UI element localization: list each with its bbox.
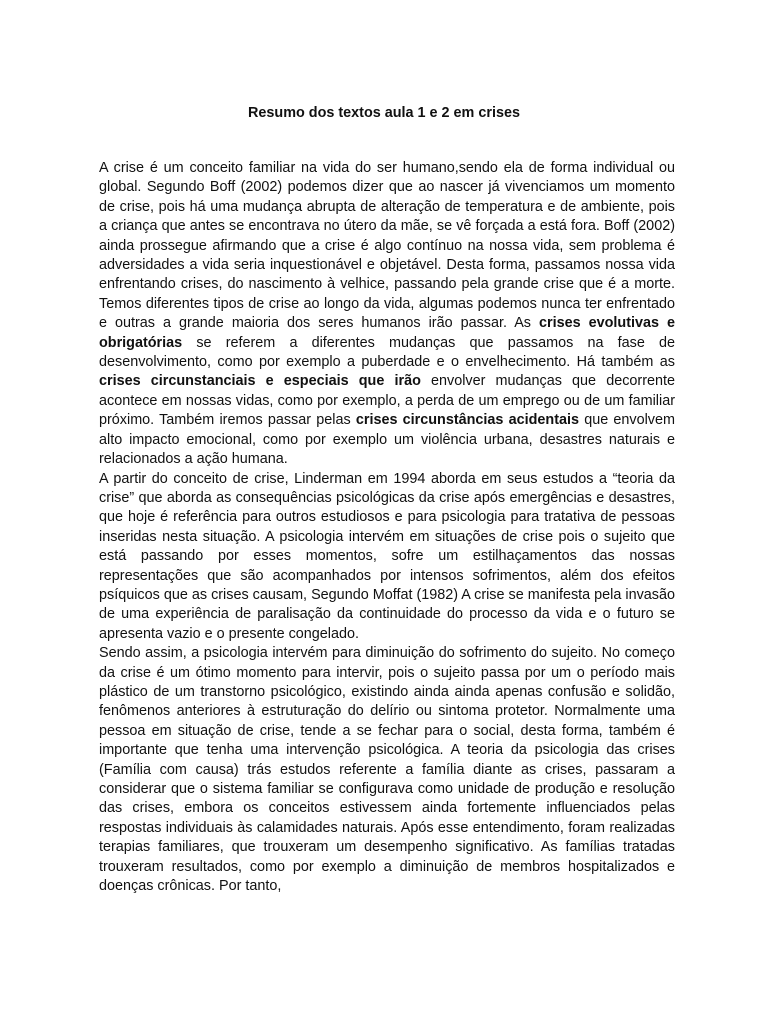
paragraph-3: Sendo assim, a psicologia intervém para diminuição do sofrimento do sujeito. No começo da crise é um ótimo momento para intervir, pois o sujeito passa por um o período mais plástico de um transtorno psicológico, existindo ainda ainda apenas confusão e solidão, fenômenos anteriores à estruturação do delírio ou sintoma protetor. Normalmente uma pessoa em situação de crise, tende a se fechar para o social, desta forma, também é importante que tenha uma intervenção psicológica. A teoria da psicologia das crises (Família com causa) trás estudos referente a família diante as crises, passaram a considerar que o sistema familiar se configurava como unidade de produção e resolução das crises, embora os conceitos estivessem ainda fortemente influenciados pelas respostas individuais às calamidades naturais. Após esse entendimento, foram realizadas terapias familiares, que trouxeram um desempenho significativo. As famílias tratadas trouxeram resultados, como por exemplo a diminuição de membros hospitalizados e doenças crônicas. Por tanto, [99, 645, 675, 895]
paragraph-2: A partir do conceito de crise, Linderman em 1994 aborda em seus estudos a “teoria da crise” que aborda as consequências psicológicas da crise após emergências e desastres, que hoje é referência para outros estudiosos e para psicologia para tratativa de pessoas inseridas nesta situação. A psicologia intervém em situações de crise pois o sujeito que está passando por esses momentos, sofre um estilhaçamentos das nossas representações que são acompanhados por intensos sofrimentos, além dos efeitos psíquicos que as crises causam, Segundo Moffat (1982) A crise se manifesta pela invasão de uma experiência de paralisação da continuidade do processo da vida e o futuro se apresenta vazio e o presente congelado. [99, 470, 675, 642]
paragraph-1-text-e: que envolvem alto impacto emocional, como por exemplo um violência urbana, desastres naturais e relacionados a ação humana. [99, 412, 675, 468]
document-title: Resumo dos textos aula 1 e 2 em crises [248, 105, 520, 121]
paragraph-1 [93, 159, 675, 470]
paragraph-1-text-d: envolver mudanças que decorrente acontece em nossas vidas, como por exemplo, a perda de um emprego ou de um familiar próximo. Também iremos passar pelas [99, 373, 675, 429]
bold-crises-acidentais: crises circunstâncias acidentais [355, 412, 580, 429]
paragraph-1-text-c: se referem a diferentes mudanças que passamos na fase de desenvolvimento, como por exemplo a puberdade e o envelhecimento. Há também as [99, 334, 675, 371]
document-body [93, 159, 675, 896]
bold-crises-evolutivas: crises evolutivas e obrigatórias [99, 315, 676, 351]
bold-crises-circunstanciais: crises circunstanciais e especiais que irão [99, 373, 421, 390]
paragraph-1-text-a: A crise é um conceito familiar na vida do ser humano,sendo ela de forma individual ou global. Segundo Boff (2002) podemos dizer que ao nascer já vivenciamos um momento de crise, pois há uma mudança abrupta de alteração de temperatura e de ambiente, pois a criança que antes se encontrava no útero da mãe, se vê forçada a está fora. Boff (2002) ainda prossegue afirmando que a crise é algo contínuo na nossa vida, sem problema é adversidades a vida seria inquestionável e objetável. Desta forma, passamos nossa vida enfrentando crises, do nascimento à velhice, passando pela grande crise que é a morte. Temos diferentes tipos de crise ao longo da vida, algumas podemos nunca ter enfrentado e outras a grande maioria dos seres humanos irão passar. As [99, 160, 675, 332]
